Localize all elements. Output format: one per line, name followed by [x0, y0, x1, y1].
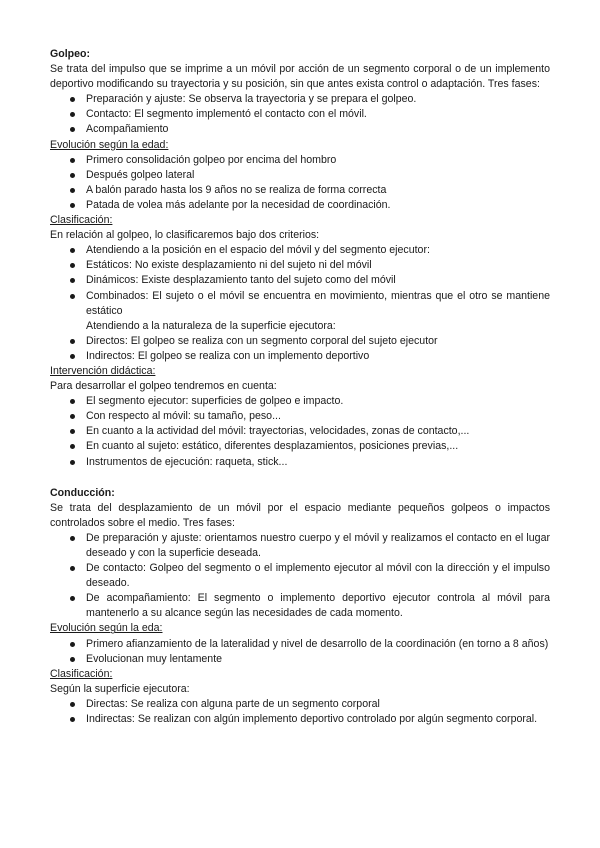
list-item: Directos: El golpeo se realiza con un segmento corporal del sujeto ejecutor	[50, 334, 550, 349]
conduccion-clasificacion-intro: Según la superficie ejecutora:	[50, 682, 190, 695]
list-item: Directas: Se realiza con alguna parte de un segmento corporal	[50, 697, 550, 712]
golpeo-clasificacion-title: Clasificación:	[50, 214, 113, 227]
list-item: En cuanto al sujeto: estático, diferentes desplazamientos, posiciones previas,...	[50, 439, 550, 454]
list-item: Estáticos: No existe desplazamiento ni del sujeto ni del móvil	[50, 258, 550, 273]
list-item: Primero afianzamiento de la lateralidad y nivel de desarrollo de la coordinación (en torno a 8 años)	[50, 637, 550, 652]
golpeo-intervencion-list	[50, 394, 550, 469]
bullet-icon	[70, 339, 75, 344]
list-item: Dinámicos: Existe desplazamiento tanto del sujeto como del móvil	[50, 273, 550, 288]
bullet-icon	[70, 127, 75, 132]
list-item: De preparación y ajuste: orientamos nuestro cuerpo y el móvil y realizamos el contacto en el lugar deseado y con la superficie deseada.	[50, 531, 550, 561]
bullet-icon	[70, 596, 75, 601]
conduccion-evolucion-title: Evolución según la eda:	[50, 622, 163, 635]
bullet-icon	[70, 263, 75, 268]
bullet-icon	[70, 248, 75, 253]
golpeo-evolucion-title: Evolución según la edad:	[50, 138, 169, 151]
list-item: Preparación y ajuste: Se observa la trayectoria y se prepara el golpeo.	[50, 92, 550, 107]
list-item: Indirectas: Se realizan con algún implemento deportivo controlado por algún segmento corporal.	[50, 712, 550, 727]
conduccion-heading: Conducción:	[50, 486, 115, 499]
bullet-icon	[70, 566, 75, 571]
golpeo-heading: Golpeo:	[50, 48, 91, 60]
list-item: El segmento ejecutor: superficies de golpeo e impacto.	[50, 394, 550, 409]
bullet-icon	[70, 414, 75, 419]
list-item: De acompañamiento: El segmento o implemento deportivo ejecutor controla al móvil para mantenerlo a su alcance según las necesidades de cada momento.	[50, 591, 550, 621]
list-item: Después golpeo lateral	[50, 168, 550, 183]
bullet-icon	[70, 702, 75, 707]
bullet-icon	[70, 536, 75, 541]
list-item: Evolucionan muy lentamente	[50, 652, 550, 667]
bullet-icon	[70, 112, 75, 117]
list-item: Patada de volea más adelante por la necesidad de coordinación.	[50, 198, 550, 213]
bullet-icon	[70, 717, 75, 722]
golpeo-criterio2-list	[50, 334, 550, 364]
conduccion-intro: Se trata del desplazamiento de un móvil por el espacio mediante pequeños golpeos o impactos controlados sobre el medio. Tres fases:	[50, 501, 550, 529]
bullet-icon	[70, 173, 75, 178]
list-item: Atendiendo a la posición en el espacio del móvil y del segmento ejecutor:	[50, 243, 550, 258]
golpeo-intro: Se trata del impulso que se imprime a un móvil por acción de un segmento corporal o de un implemento deportivo modificando su trayectoria y su posición, sin que antes exista control o adaptación. Tres fases:	[50, 63, 550, 91]
list-item: Primero consolidación golpeo por encima del hombro	[50, 153, 550, 168]
list-item: Contacto: El segmento implementó el contacto con el móvil.	[50, 107, 550, 122]
conduccion-phases-list	[50, 531, 550, 622]
section-gap	[50, 470, 550, 486]
bullet-icon	[70, 203, 75, 208]
bullet-icon	[70, 444, 75, 449]
conduccion-clasificacion-title: Clasificación:	[50, 667, 113, 680]
golpeo-evolucion-list	[50, 153, 550, 213]
list-item: Instrumentos de ejecución: raqueta, stick...	[50, 455, 550, 470]
golpeo-clasificacion-intro: En relación al golpeo, lo clasificaremos bajo dos criterios:	[50, 229, 320, 242]
list-item: A balón parado hasta los 9 años no se realiza de forma correcta	[50, 183, 550, 198]
bullet-icon	[70, 460, 75, 465]
bullet-icon	[70, 158, 75, 163]
bullet-icon	[70, 657, 75, 662]
golpeo-phases-list	[50, 92, 550, 137]
conduccion-evolucion-list	[50, 637, 550, 667]
list-item: En cuanto a la actividad del móvil: trayectorias, velocidades, zonas de contacto,...	[50, 424, 550, 439]
bullet-icon	[70, 294, 75, 299]
bullet-icon	[70, 278, 75, 283]
bullet-icon	[70, 399, 75, 404]
golpeo-intervencion-title: Intervención didáctica:	[50, 364, 156, 377]
list-item: Con respecto al móvil: su tamaño, peso...	[50, 409, 550, 424]
list-item: Combinados: El sujeto o el móvil se encuentra en movimiento, mientras que el otro se mantiene estático	[50, 289, 550, 319]
bullet-icon	[70, 642, 75, 647]
list-item: Acompañamiento	[50, 122, 550, 137]
bullet-icon	[70, 97, 75, 102]
bullet-icon	[70, 354, 75, 359]
golpeo-criterio1-list	[50, 243, 550, 318]
bullet-icon	[70, 188, 75, 193]
golpeo-intervencion-intro: Para desarrollar el golpeo tendremos en cuenta:	[50, 380, 277, 393]
list-item: De contacto: Golpeo del segmento o el implemento ejecutor al móvil con la dirección y el impulso deseado.	[50, 561, 550, 591]
bullet-icon	[70, 429, 75, 434]
golpeo-criterio2-label: Atendiendo a la naturaleza de la superficie ejecutora:	[86, 319, 336, 332]
conduccion-clasificacion-list	[50, 697, 550, 727]
list-item: Indirectos: El golpeo se realiza con un implemento deportivo	[50, 349, 550, 364]
